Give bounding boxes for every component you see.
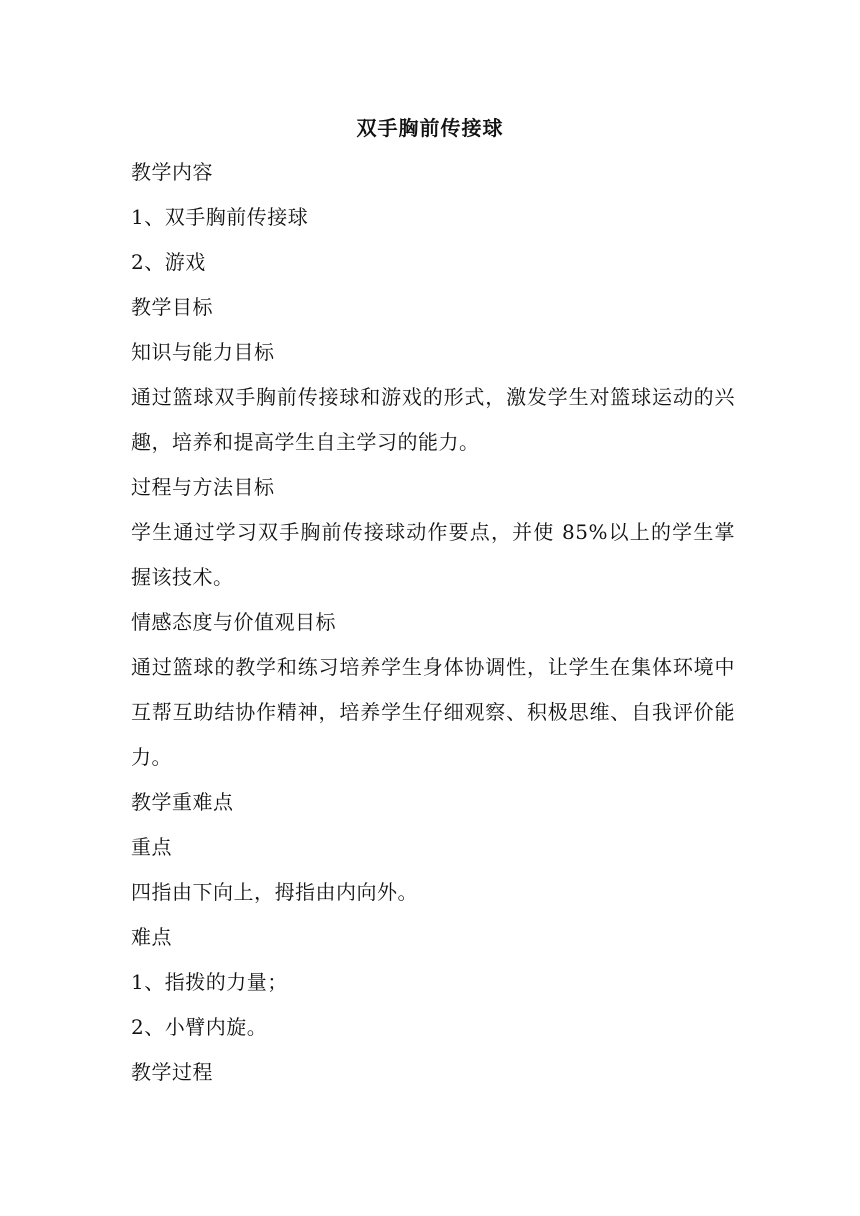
document-body xyxy=(131,150,735,1095)
list-item: 2、小臂内旋。 xyxy=(131,1015,268,1039)
section-heading-teaching-content: 教学内容 xyxy=(131,160,213,184)
subheading-emotion-values: 情感态度与价值观目标 xyxy=(131,610,336,634)
list-item: 2、游戏 xyxy=(131,250,206,274)
document-title: 双手胸前传接球 xyxy=(356,116,504,140)
section-heading-teaching-goals: 教学目标 xyxy=(131,295,213,319)
body-paragraph: 学生通过学习双手胸前传接球动作要点，并使 85%以上的学生掌握该技术。 xyxy=(131,520,735,589)
section-heading-teaching-process: 教学过程 xyxy=(131,1060,213,1084)
body-paragraph: 四指由下向上，拇指由内向外。 xyxy=(131,880,418,904)
subheading-knowledge-ability: 知识与能力目标 xyxy=(131,340,275,364)
body-paragraph: 通过篮球的教学和练习培养学生身体协调性，让学生在集体环境中互帮互助结协作精神，培养学生仔细观察、积极思维、自我评价能力。 xyxy=(131,655,735,769)
subheading-process-method: 过程与方法目标 xyxy=(131,475,275,499)
subheading-difficult-point: 难点 xyxy=(131,925,172,949)
body-paragraph: 通过篮球双手胸前传接球和游戏的形式，激发学生对篮球运动的兴趣，培养和提高学生自主学习的能力。 xyxy=(131,385,735,454)
list-item: 1、双手胸前传接球 xyxy=(131,205,309,229)
section-heading-key-difficult-points: 教学重难点 xyxy=(131,790,234,814)
list-item: 1、指拨的力量； xyxy=(131,970,288,994)
subheading-key-point: 重点 xyxy=(131,835,172,859)
